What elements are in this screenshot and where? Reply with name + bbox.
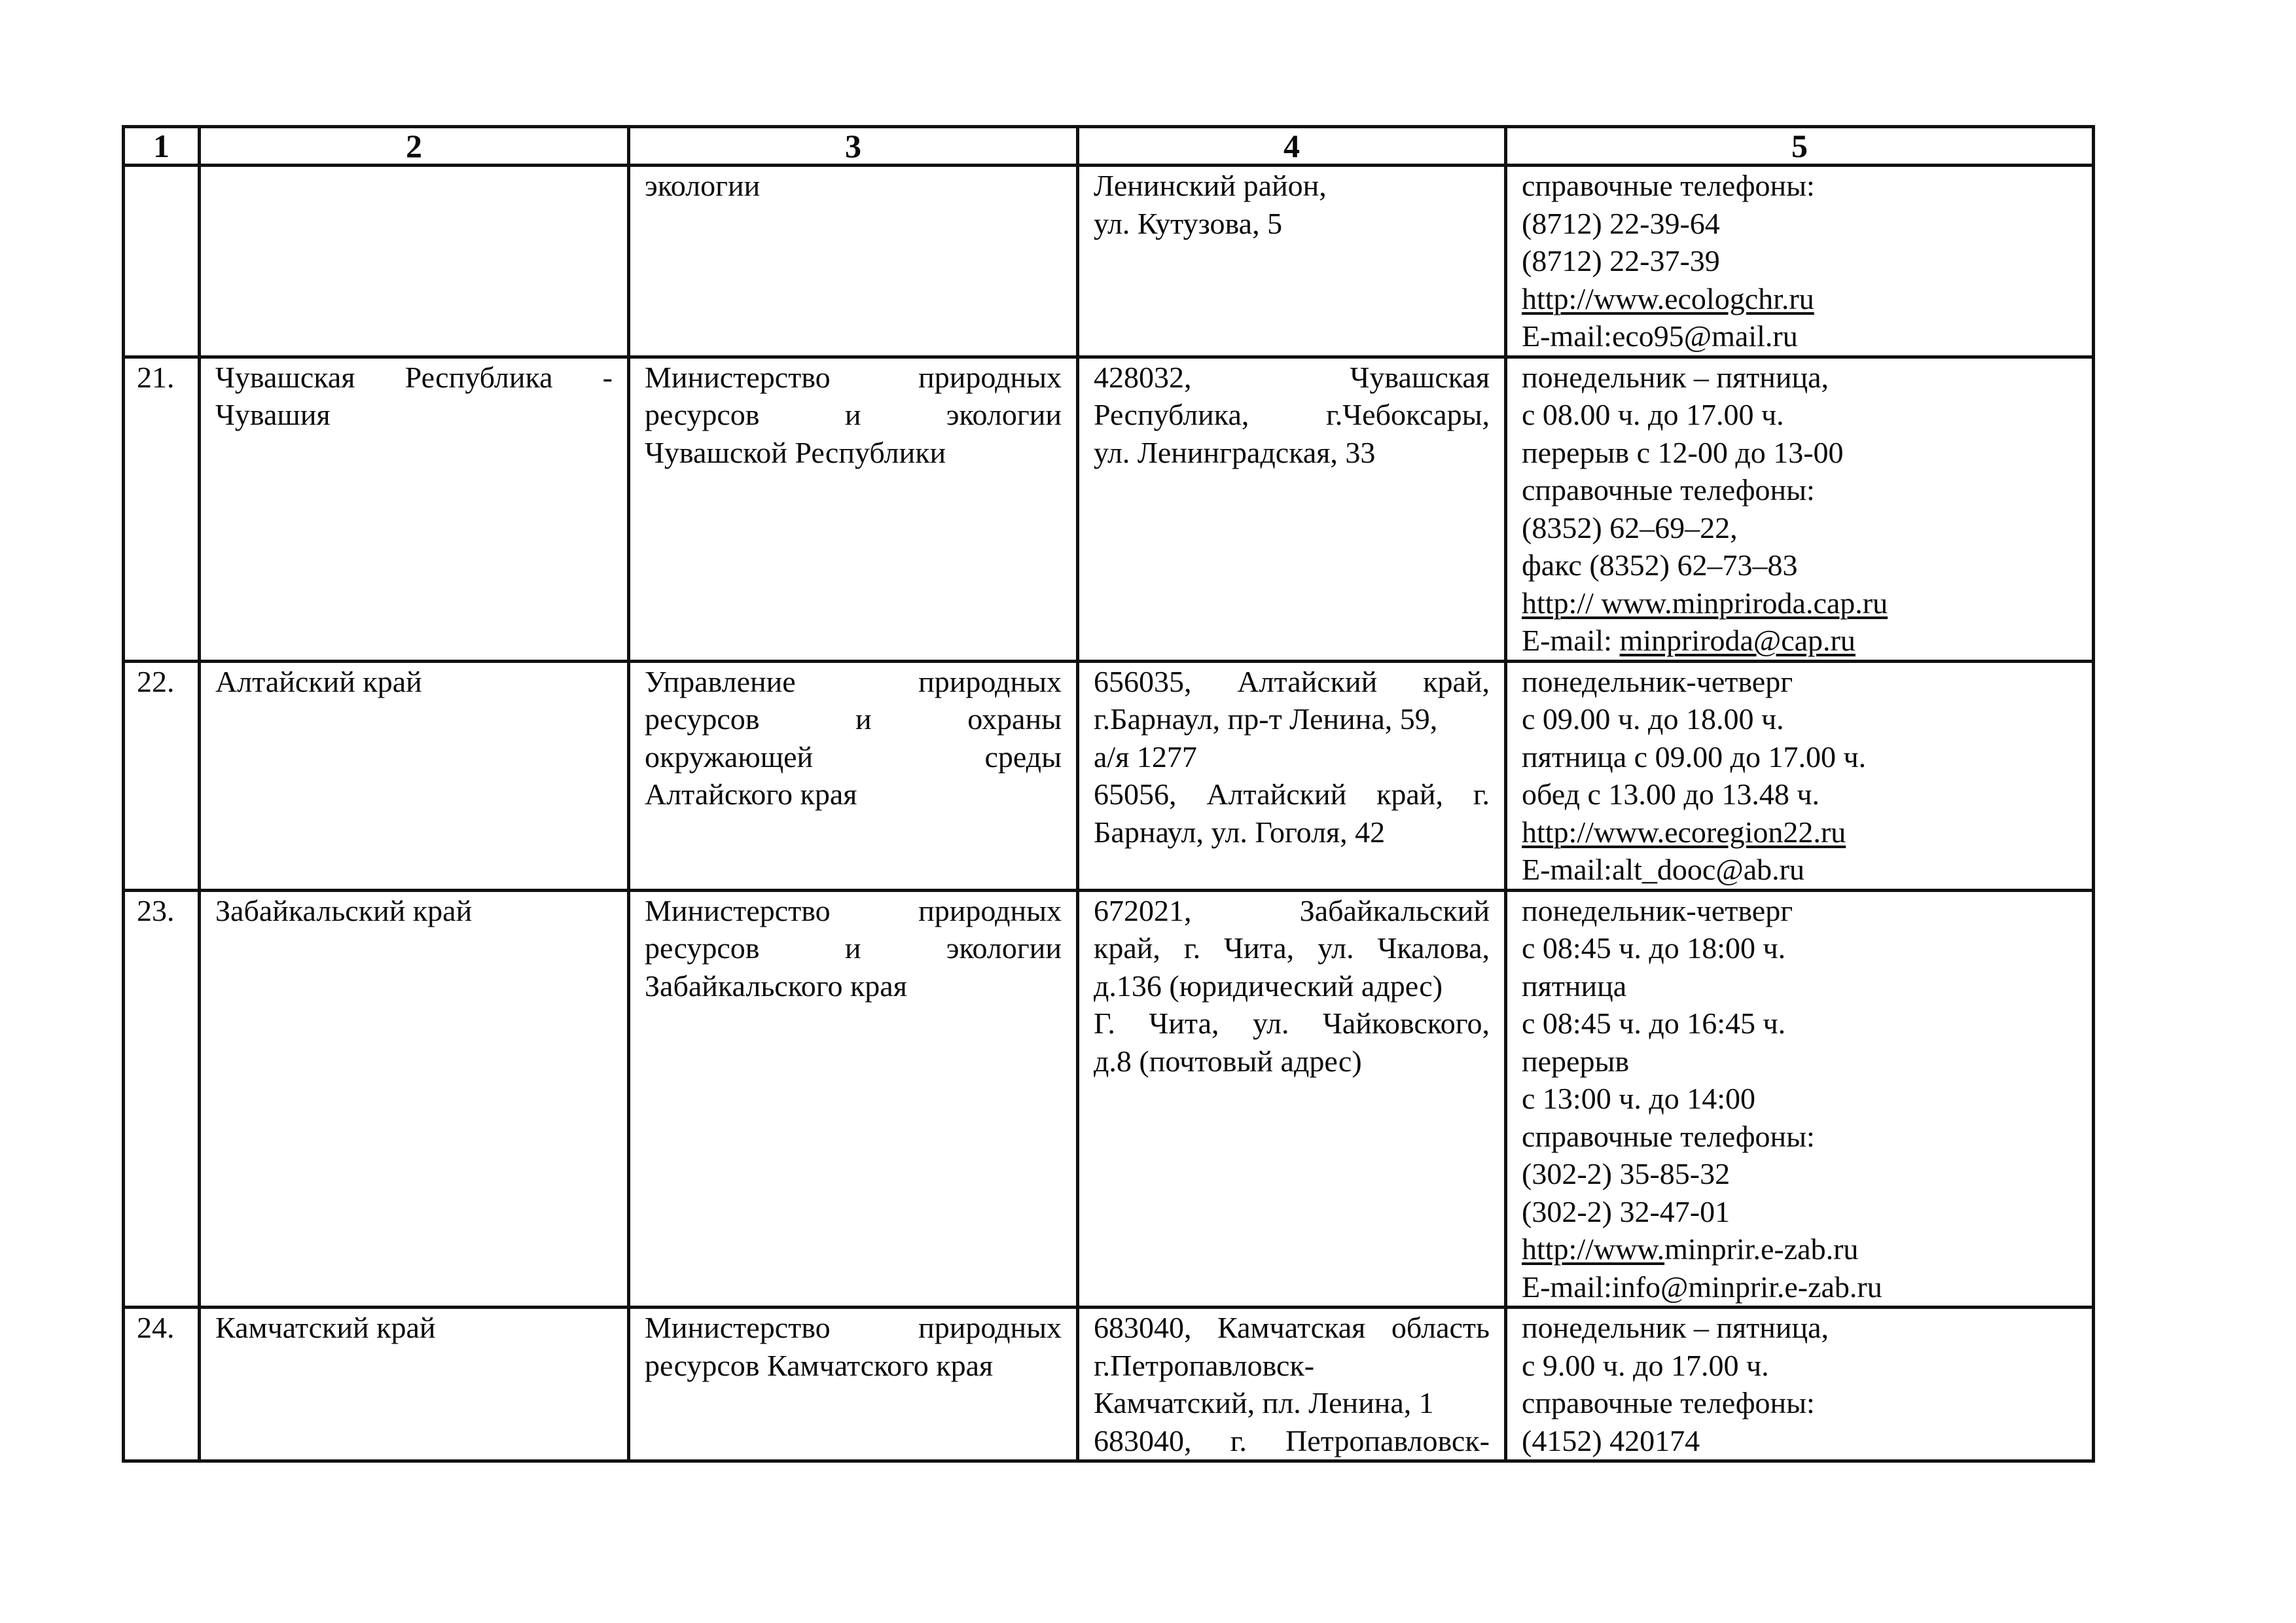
contact-text: с 08.00 ч. до 17.00 ч.: [1522, 398, 1784, 431]
contact-line: [1522, 700, 2077, 738]
contact-link[interactable]: http://www.: [1522, 1232, 1665, 1266]
agency-cell: [629, 661, 1078, 890]
region-line: Забайкальский край: [215, 893, 473, 927]
contact-line: [1522, 1309, 2077, 1347]
address-line: ул. Кутузова, 5: [1094, 206, 1283, 240]
address-line: 683040, Камчатская область: [1094, 1311, 1490, 1344]
contact-line: [1522, 1118, 2077, 1156]
address-line: край, г. Чита, ул. Чкалова,: [1094, 931, 1490, 965]
contacts-cell: [1506, 890, 2094, 1308]
contact-line: [1522, 813, 2077, 851]
contact-text: справочные телефоны:: [1522, 169, 1815, 202]
contact-text: пятница с 09.00 до 17.00 ч.: [1522, 740, 1867, 774]
contacts-cell: [1506, 166, 2094, 357]
table-row: [124, 661, 2094, 890]
row-number-cell: 23.: [124, 890, 200, 1308]
contact-line: [1522, 359, 2077, 397]
contact-line: [1522, 584, 2077, 622]
contact-line: [1522, 1268, 2077, 1306]
agency-line: ресурсов и экологии: [645, 931, 1062, 965]
contact-text: (8712) 22-39-64: [1522, 206, 1720, 240]
address-line: 656035, Алтайский край,: [1094, 664, 1490, 698]
agency-line: Министерство природных: [645, 893, 1062, 927]
address-line: 672021, Забайкальский: [1094, 893, 1490, 927]
region-cell: [200, 357, 629, 661]
contact-line: [1522, 1347, 2077, 1385]
contact-link[interactable]: minpriroda@cap.ru: [1619, 624, 1856, 657]
contact-line: [1522, 396, 2077, 434]
contact-line: [1522, 1080, 2077, 1118]
contact-text: справочные телефоны:: [1522, 1386, 1815, 1419]
region-line: Камчатский край: [215, 1311, 436, 1344]
agency-line: Управление природных: [645, 664, 1062, 698]
row-number-cell: 22.: [124, 661, 200, 890]
contact-text: с 13:00 ч. до 14:00: [1522, 1082, 1756, 1115]
agency-cell: [629, 890, 1078, 1308]
agency-cell: [629, 1308, 1078, 1461]
agency-line: ресурсов Камчатского края: [645, 1348, 994, 1382]
contact-line: [1522, 1422, 2077, 1460]
contact-line: [1522, 776, 2077, 813]
contact-link[interactable]: http://www.ecologchr.ru: [1522, 281, 1814, 315]
contact-text: справочные телефоны:: [1522, 473, 1815, 507]
agency-line: Министерство природных: [645, 1311, 1062, 1344]
contact-text: понедельник-четверг: [1522, 664, 1793, 698]
contact-line: [1522, 967, 2077, 1005]
region-line: Чувашия: [215, 398, 331, 431]
contact-text: перерыв: [1522, 1044, 1630, 1078]
contacts-cell: [1506, 1308, 2094, 1461]
agency-line: окружающей среды: [645, 740, 1062, 774]
address-line: г.Петропавловск-: [1094, 1348, 1315, 1382]
row-number-cell: [124, 166, 200, 357]
contacts-cell: [1506, 357, 2094, 661]
contact-text: (8712) 22-37-39: [1522, 244, 1720, 277]
region-cell: [200, 166, 629, 357]
address-cell: [1078, 890, 1506, 1308]
header-cell: 2: [200, 127, 629, 166]
contact-line: [1522, 851, 2077, 889]
region-cell: [200, 661, 629, 890]
contact-line: [1522, 242, 2077, 280]
contact-line: [1522, 1155, 2077, 1193]
agency-line: Алтайского края: [645, 777, 857, 811]
address-line: г.Барнаул, пр-т Ленина, 59,: [1094, 702, 1438, 736]
row-number-cell: 21.: [124, 357, 200, 661]
contact-text: (8352) 62–69–22,: [1522, 510, 1738, 544]
address-line: Республика, г.Чебоксары,: [1094, 398, 1490, 431]
address-line: Барнаул, ул. Гоголя, 42: [1094, 815, 1386, 849]
header-row: [124, 127, 2094, 166]
contact-line: [1522, 663, 2077, 701]
agency-line: ресурсов и охраны: [645, 702, 1062, 736]
contact-line: [1522, 1193, 2077, 1231]
header-cell: 5: [1506, 127, 2094, 166]
agency-line: Забайкальского края: [645, 969, 907, 1003]
table-row: [124, 166, 2094, 357]
address-cell: [1078, 166, 1506, 357]
agency-line: ресурсов и экологии: [645, 398, 1062, 431]
region-line: Алтайский край: [215, 664, 422, 698]
contact-link[interactable]: http:// www.minpriroda.cap.ru: [1522, 586, 1888, 620]
registry-table: [122, 125, 2095, 1463]
address-line: а/я 1277: [1094, 740, 1197, 774]
address-cell: [1078, 661, 1506, 890]
agency-line: Министерство природных: [645, 360, 1062, 394]
contact-text: понедельник – пятница,: [1522, 360, 1829, 394]
contact-text: перерыв с 12-00 до 13-00: [1522, 435, 1844, 469]
contact-text: E-mail:info@minprir.e-zab.ru: [1522, 1270, 1882, 1304]
contact-line: [1522, 434, 2077, 472]
address-line: Камчатский, пл. Ленина, 1: [1094, 1386, 1434, 1419]
contact-line: [1522, 280, 2077, 318]
contact-text: E-mail:alt_dooc@ab.ru: [1522, 853, 1804, 886]
region-cell: [200, 890, 629, 1308]
contact-line: [1522, 205, 2077, 243]
agency-cell: [629, 357, 1078, 661]
contacts-cell: [1506, 661, 2094, 890]
table-body: [124, 166, 2094, 1461]
contact-line: [1522, 546, 2077, 584]
address-line: д.8 (почтовый адрес): [1094, 1044, 1362, 1078]
contact-text: (302-2) 32-47-01: [1522, 1194, 1731, 1228]
contact-line: [1522, 167, 2077, 205]
agency-line: Чувашской Республики: [645, 435, 946, 469]
contact-text: обед с 13.00 до 13.48 ч.: [1522, 777, 1820, 811]
table-row: [124, 890, 2094, 1308]
contact-line: [1522, 509, 2077, 547]
contact-line: [1522, 929, 2077, 967]
contact-line: [1522, 317, 2077, 355]
address-line: Г. Чита, ул. Чайковского,: [1094, 1007, 1490, 1040]
address-line: 65056, Алтайский край, г.: [1094, 777, 1490, 811]
row-number-cell: 24.: [124, 1308, 200, 1461]
table-row: [124, 1308, 2094, 1461]
address-line: Ленинский район,: [1094, 169, 1327, 202]
contact-text: с 9.00 ч. до 17.00 ч.: [1522, 1348, 1769, 1382]
contact-line: [1522, 1230, 2077, 1268]
header-cell: 1: [124, 127, 200, 166]
contact-link-suffix: minprir.e-zab.ru: [1664, 1232, 1859, 1266]
contact-line: [1522, 1384, 2077, 1422]
table-row: [124, 357, 2094, 661]
header-cell: 3: [629, 127, 1078, 166]
address-line: 428032, Чувашская: [1094, 360, 1490, 394]
region-line: Чувашская Республика -: [215, 360, 613, 394]
contact-text: (302-2) 35-85-32: [1522, 1157, 1731, 1190]
contact-line: [1522, 892, 2077, 930]
agency-cell: [629, 166, 1078, 357]
contact-line: [1522, 1005, 2077, 1043]
region-cell: [200, 1308, 629, 1461]
contact-text: (4152) 420174: [1522, 1423, 1700, 1457]
header-cell: 4: [1078, 127, 1506, 166]
contact-line: [1522, 622, 2077, 660]
contact-text: E-mail:eco95@mail.ru: [1522, 319, 1798, 353]
contact-text: понедельник – пятница,: [1522, 1311, 1829, 1344]
address-line: 683040, г. Петропавловск-: [1094, 1423, 1490, 1457]
contact-text: понедельник-четверг: [1522, 893, 1793, 927]
contact-line: [1522, 471, 2077, 509]
address-line: д.136 (юридический адрес): [1094, 969, 1443, 1003]
address-cell: [1078, 357, 1506, 661]
contact-link[interactable]: http://www.ecoregion22.ru: [1522, 815, 1846, 849]
agency-line: экологии: [645, 169, 761, 202]
contact-text: с 08:45 ч. до 18:00 ч.: [1522, 931, 1786, 965]
contact-prefix: E-mail:: [1522, 624, 1620, 657]
contact-text: пятница: [1522, 969, 1627, 1003]
contact-line: [1522, 1043, 2077, 1080]
contact-text: с 09.00 ч. до 18.00 ч.: [1522, 702, 1784, 736]
contact-line: [1522, 738, 2077, 776]
contact-text: справочные телефоны:: [1522, 1119, 1815, 1153]
address-line: ул. Ленинградская, 33: [1094, 435, 1376, 469]
contact-text: с 08:45 ч. до 16:45 ч.: [1522, 1007, 1786, 1040]
address-cell: [1078, 1308, 1506, 1461]
contact-text: факс (8352) 62–73–83: [1522, 548, 1798, 582]
